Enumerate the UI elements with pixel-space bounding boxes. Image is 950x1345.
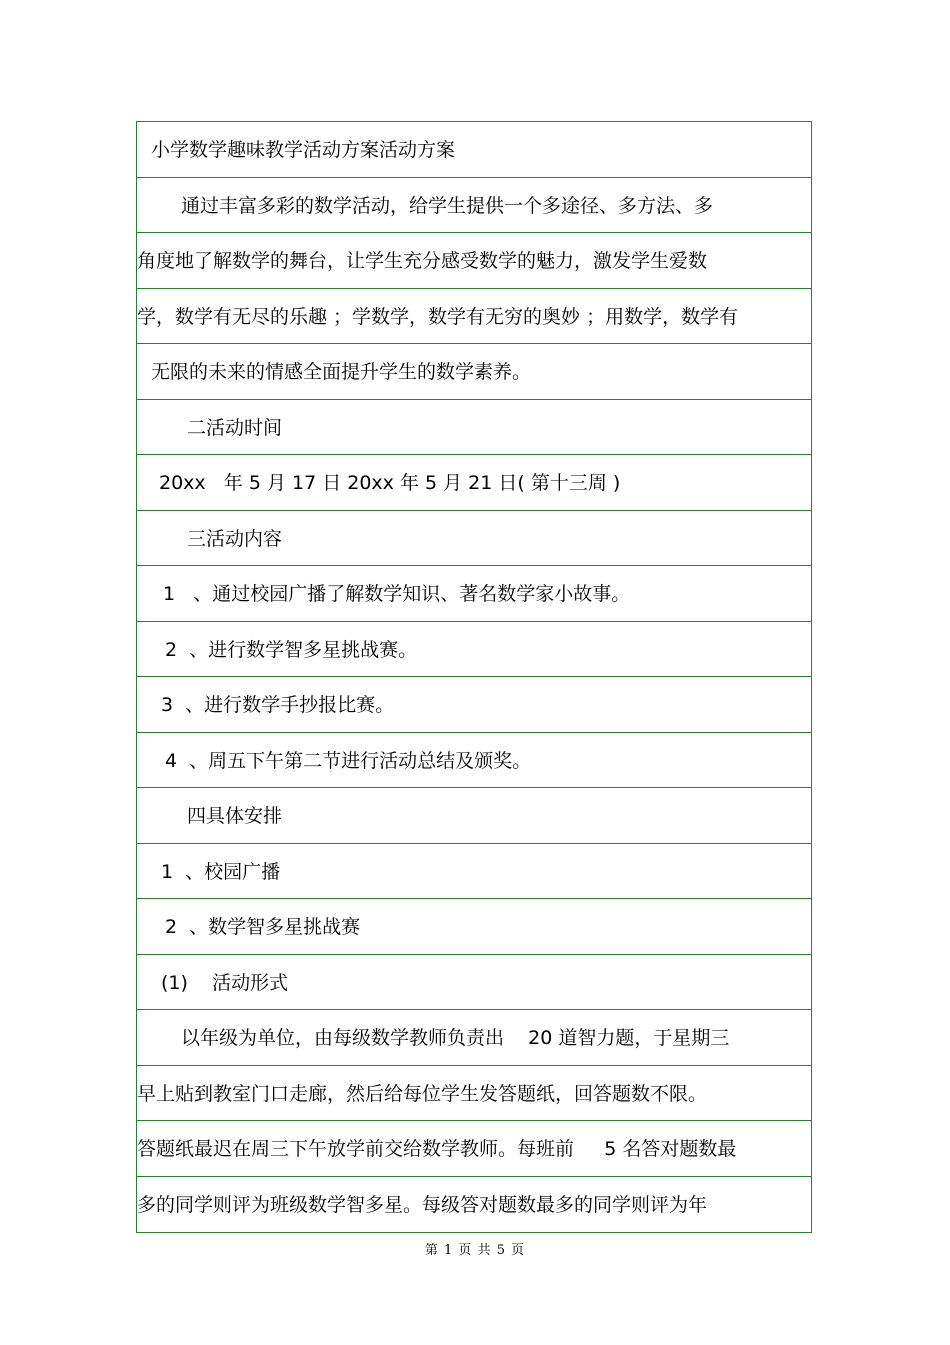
text-line: 通过丰富多彩的数学活动，给学生提供一个多途径、多方法、多 — [181, 194, 714, 217]
list-item — [137, 677, 811, 733]
document-title: 小学数学趣味教学活动方案活动方案 — [151, 139, 456, 161]
paragraph-line — [137, 233, 811, 289]
paragraph-line — [137, 289, 811, 345]
document-table — [136, 121, 812, 1233]
list-item-text: 2 、进行数学智多星挑战赛。 — [165, 638, 418, 661]
list-item — [137, 844, 811, 900]
paragraph-line — [137, 178, 811, 234]
paragraph-line — [137, 1121, 811, 1177]
paragraph-line — [137, 1177, 811, 1233]
text-line: 多的同学则评为班级数学智多星。每级答对题数最多的同学则评为年 — [137, 1193, 708, 1216]
text-line: 角度地了解数学的舞台，让学生充分感受数学的魅力，激发学生爱数 — [137, 250, 708, 272]
section-heading: 二活动时间 — [187, 416, 283, 439]
section-heading: 三活动内容 — [187, 527, 283, 550]
section-heading-row — [137, 400, 811, 456]
title-row — [137, 122, 811, 178]
section-heading: 四具体安排 — [187, 805, 283, 827]
page-footer: 第 1 页 共 5 页 — [424, 1243, 526, 1258]
list-item — [137, 733, 811, 789]
text-line: 学，数学有无尽的乐趣 ；学数学，数学有无穷的奥妙 ；用数学，数学有 — [137, 305, 739, 328]
text-line: 以年级为单位，由每级数学教师负责出 20 道智力题，于星期三 — [181, 1027, 730, 1049]
list-item-text: 1 、通过校园广播了解数学知识、著名数学家小故事。 — [163, 583, 631, 605]
paragraph-line — [137, 1010, 811, 1066]
text-line: 早上贴到教室门口走廊，然后给每位学生发答题纸，回答题数不限。 — [137, 1082, 708, 1105]
list-item — [137, 899, 811, 955]
activity-dates: 20xx 年 5 月 17 日 20xx 年 5 月 21 日( 第十三周 ) — [159, 472, 621, 494]
list-item — [137, 566, 811, 622]
list-item-text: 4 、周五下午第二节进行活动总结及颁奖。 — [165, 749, 532, 772]
text-line: 答题纸最迟在周三下午放学前交给数学教师。每班前 5 名答对题数最 — [137, 1138, 737, 1160]
date-row — [137, 455, 811, 511]
list-item-text: 3 、进行数学手抄报比赛。 — [161, 694, 395, 716]
sub-heading-row — [137, 955, 811, 1011]
list-item-text: 2 、数学智多星挑战赛 — [165, 916, 361, 938]
sub-heading: (1) 活动形式 — [161, 971, 289, 994]
section-heading-row — [137, 788, 811, 844]
list-item — [137, 622, 811, 678]
list-item-text: 1 、校园广播 — [161, 860, 281, 883]
paragraph-line — [137, 1066, 811, 1122]
section-heading-row — [137, 511, 811, 567]
text-line: 无限的未来的情感全面提升学生的数学素养。 — [151, 361, 532, 383]
paragraph-line — [137, 344, 811, 400]
